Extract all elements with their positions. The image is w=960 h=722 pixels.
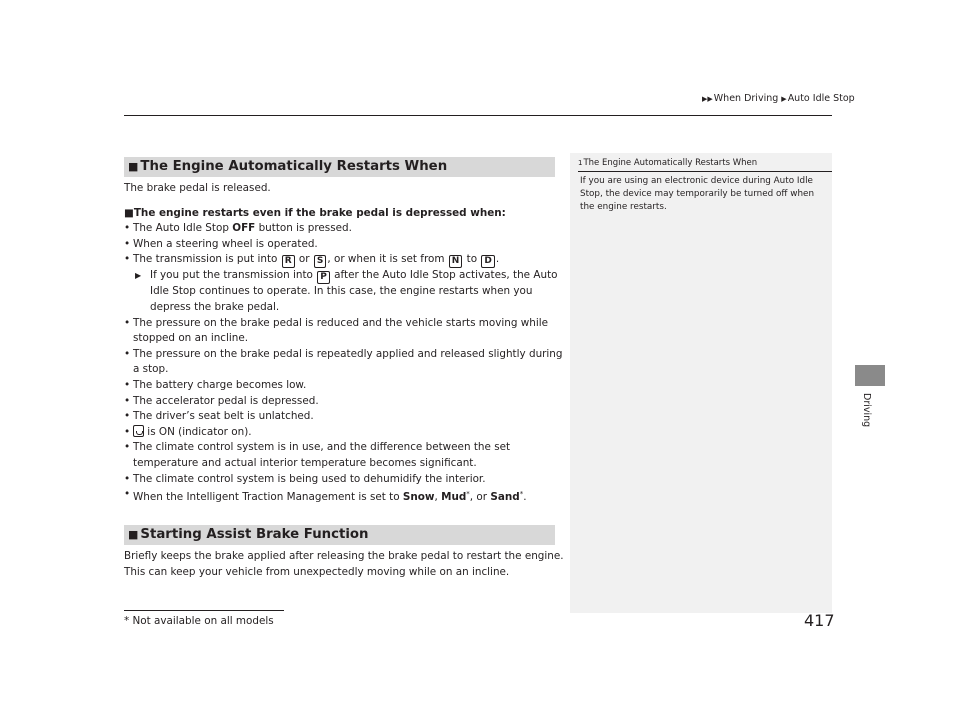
square-bullet-icon: ■ (128, 528, 139, 541)
section-body (124, 181, 564, 506)
gear-key-p: P (317, 271, 330, 284)
note-title: 1The Engine Automatically Restarts When (578, 158, 832, 172)
section-body (124, 549, 564, 580)
gear-key-s: S (314, 255, 326, 268)
paragraph-line: This can keep your vehicle from unexpectedly moving while on an incline. (124, 565, 510, 578)
list-item: • The climate control system is being used to dehumidify the interior. (124, 472, 564, 488)
note-icon: 1 (578, 159, 583, 167)
breadcrumb (702, 93, 855, 104)
list-item: • The climate control system is in use, and the difference between the set temperature and actual interior temperature becomes significant. (124, 440, 564, 471)
square-bullet-icon: ■ (124, 206, 134, 219)
footnote-rule (124, 610, 284, 611)
intro-text: The brake pedal is released. (124, 182, 271, 194)
sub-item: ▶ If you put the transmission into P after the Auto Idle Stop activates, the Auto Idle Stop continues to operate. In this case, the engine restarts when you depress the brake pedal. (135, 269, 558, 313)
chapter-label: Driving (861, 393, 872, 428)
list-item: • The transmission is put into R or S , or when it is set from N to D . (124, 252, 564, 268)
footnote: * Not available on all models (124, 615, 274, 627)
triangle-right-icon: ▶▶ (702, 95, 713, 103)
page-number: 417 (804, 611, 835, 630)
gear-key-d: D (481, 255, 494, 268)
note-panel (570, 153, 832, 613)
triangle-right-icon: ▶ (135, 271, 142, 281)
chapter-tab[interactable] (855, 365, 885, 386)
gear-key-n: N (449, 255, 463, 268)
breadcrumb-item[interactable]: Auto Idle Stop (787, 93, 855, 104)
list-item: • The battery charge becomes low. (124, 378, 564, 394)
list-item: • The pressure on the brake pedal is reduced and the vehicle starts moving while stopped on an incline. (124, 316, 564, 347)
paragraph-line: Briefly keeps the brake applied after releasing the brake pedal to restart the engine. (124, 550, 564, 562)
header-rule (124, 115, 832, 116)
sub-heading: ■The engine restarts even if the brake pedal is depressed when: (124, 206, 506, 219)
front-defroster-icon (133, 425, 144, 437)
list-item: • The pressure on the brake pedal is repeatedly applied and released slightly during a stop. (124, 347, 564, 378)
list-item: • The Auto Idle Stop OFF button is pressed. (124, 221, 564, 237)
gear-key-r: R (282, 255, 295, 268)
list-item: • is ON (indicator on). (124, 425, 564, 441)
note-body: If you are using an electronic device during Auto Idle Stop, the device may temporarily be turned off when the engine restarts. (580, 176, 815, 213)
breadcrumb-item[interactable]: When Driving (713, 93, 779, 104)
section-heading: ■ Starting Assist Brake Function (124, 525, 555, 545)
list-item: • When the Intelligent Traction Management is set to Snow, Mud*, or Sand*. (124, 487, 564, 506)
list-item: • The accelerator pedal is depressed. (124, 394, 564, 410)
square-bullet-icon: ■ (128, 160, 139, 173)
triangle-right-icon: ▶ (781, 95, 787, 103)
list-item: • The driver’s seat belt is unlatched. (124, 409, 564, 425)
list-item: • When a steering wheel is operated. (124, 237, 564, 253)
section-heading: ■ The Engine Automatically Restarts When (124, 157, 555, 177)
